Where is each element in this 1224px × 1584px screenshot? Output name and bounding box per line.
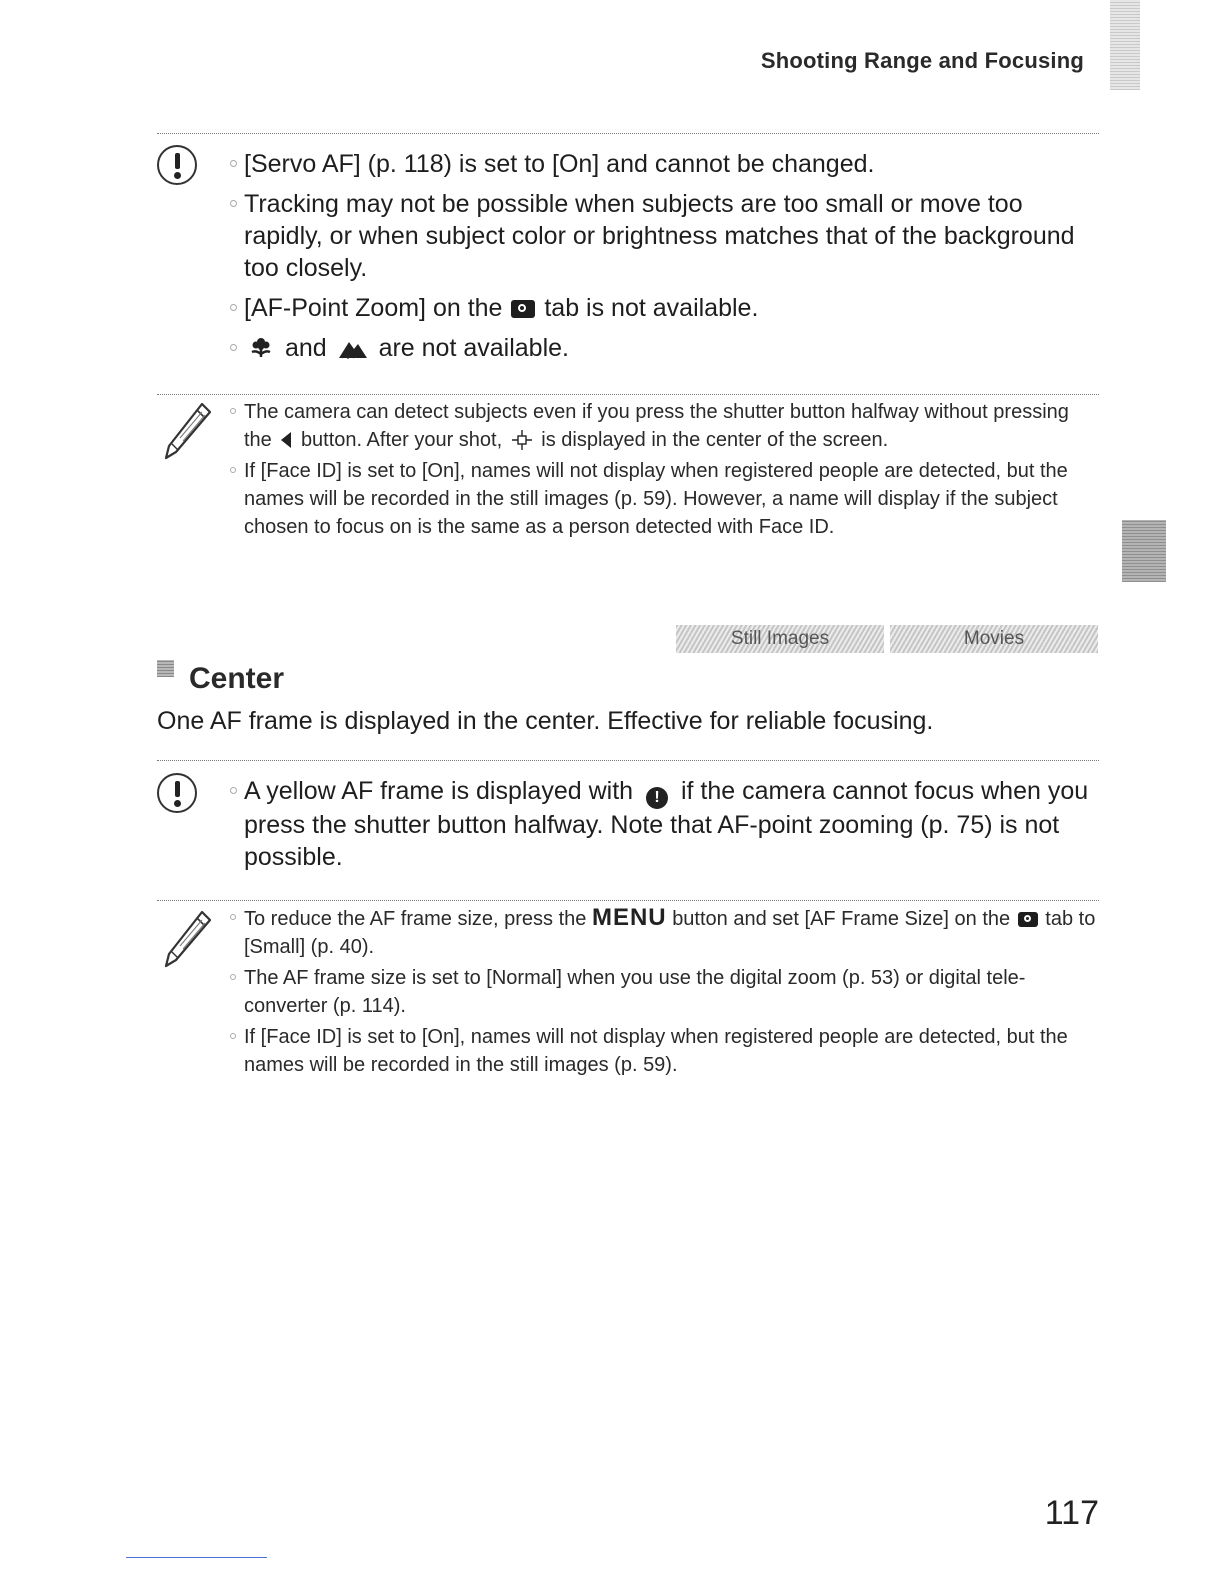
menu-button-label: MENU xyxy=(591,904,667,931)
note-item-text: button and set [AF Frame Size] on the xyxy=(672,908,1011,930)
note-item: If [Face ID] is set to [On], names will not display when registered people are detected, but the names will be recorded in the still images (p. 59). However, a name will display if the subject chosen to focus on is the same as a person detected with Face ID. xyxy=(228,457,1098,541)
macro-flower-icon xyxy=(248,335,274,359)
caution-item: [Servo AF] (p. 118) is set to [On] and cannot be changed. xyxy=(228,148,1098,180)
divider xyxy=(157,394,1099,395)
chapter-tab-top xyxy=(1110,0,1140,90)
page-header-title: Shooting Range and Focusing xyxy=(760,48,1084,73)
pencil-icon xyxy=(162,400,214,462)
divider xyxy=(157,900,1099,901)
note-item: The AF frame size is set to [Normal] when you use the digital zoom (p. 53) or digital tele-converter (p. 114). xyxy=(228,964,1098,1020)
chapter-tab-marker xyxy=(1122,520,1166,582)
note-item-text: tab to [Small] (p. 40). xyxy=(244,908,1096,958)
caution-list xyxy=(228,148,1098,372)
note-item-text: The camera can detect subjects even if you press the shutter button halfway without pressing the xyxy=(244,401,1069,451)
mode-tab-still-images: Still Images xyxy=(676,625,884,653)
mode-tab-movies: Movies xyxy=(890,625,1098,653)
note-list xyxy=(228,398,1098,544)
caution-item-text: tab is not available. xyxy=(544,294,759,322)
divider xyxy=(157,133,1099,134)
caution-item xyxy=(228,292,1098,324)
section-description: One AF frame is displayed in the center. Effective for reliable focusing. xyxy=(157,707,934,735)
caution-item-text: A yellow AF frame is displayed with xyxy=(244,777,634,805)
footer-line xyxy=(126,1557,267,1558)
note-item xyxy=(228,904,1098,961)
exclamation-indicator-icon: ! xyxy=(646,787,668,809)
caution-list xyxy=(228,775,1098,881)
mode-availability-banner xyxy=(676,625,1098,653)
note-item: If [Face ID] is set to [On], names will not display when registered people are detected, but the names will be recorded in the still images (p. 59). xyxy=(228,1023,1098,1079)
note-item-text: To reduce the AF frame size, press the xyxy=(244,908,587,930)
caution-item xyxy=(228,332,1098,364)
caution-icon xyxy=(157,145,197,185)
center-frame-icon xyxy=(512,430,532,450)
caution-item xyxy=(228,775,1098,873)
camera-tab-icon xyxy=(511,300,535,318)
left-arrow-icon xyxy=(281,432,291,448)
caution-icon xyxy=(157,773,197,813)
caution-item-text: are not available. xyxy=(378,334,569,362)
note-item xyxy=(228,398,1098,454)
divider xyxy=(157,760,1099,761)
pencil-icon xyxy=(162,908,214,970)
caution-item-text: if the camera cannot focus when you press the shutter button halfway. Note that AF-point zooming (p. 75) is not possible. xyxy=(244,777,1089,871)
section-marker xyxy=(157,660,174,677)
mountain-infinity-icon xyxy=(338,337,368,359)
note-item-text: is displayed in the center of the screen. xyxy=(541,429,889,451)
camera-tab-icon xyxy=(1018,912,1038,927)
note-item-text: button. After your shot, xyxy=(300,429,503,451)
caution-item-text: and xyxy=(284,334,327,362)
page-number: 117 xyxy=(1044,1494,1099,1532)
note-list xyxy=(228,904,1098,1082)
section-title: Center xyxy=(189,662,285,695)
caution-item: Tracking may not be possible when subjects are too small or move too rapidly, or when subject color or brightness matches that of the background too closely. xyxy=(228,188,1098,284)
caution-item-text: [AF-Point Zoom] on the xyxy=(244,294,503,322)
